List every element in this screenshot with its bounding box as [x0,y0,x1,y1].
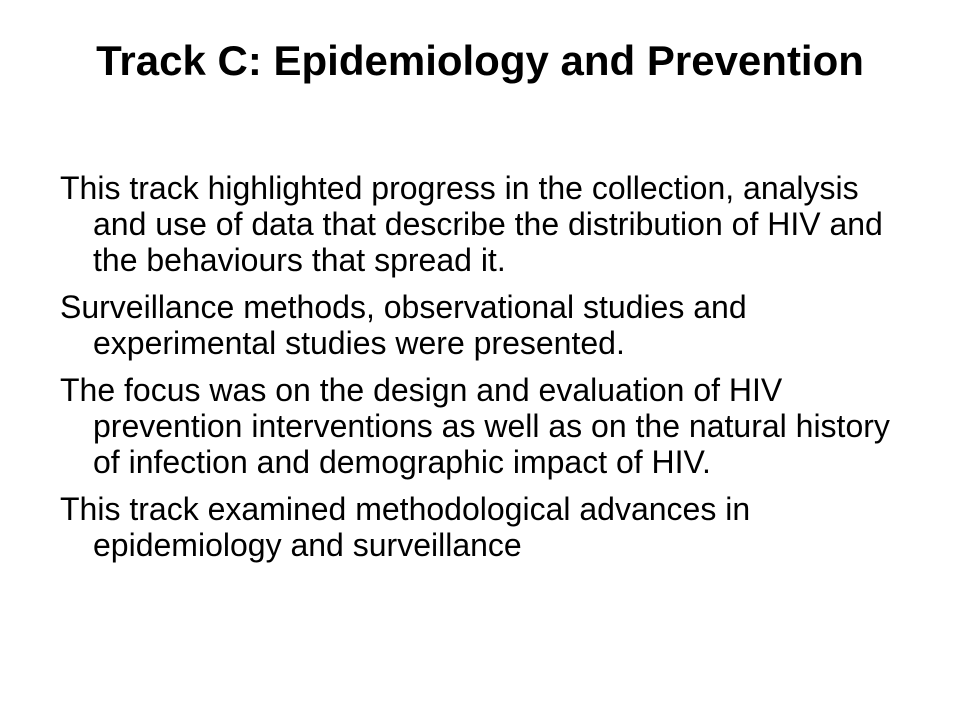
body-paragraph: The focus was on the design and evaluation of HIV prevention interventions as well as on the natural history of infection and demographic impact of HIV. [60,372,890,480]
body-paragraph: This track examined methodological advances in epidemiology and surveillance [60,491,751,563]
slide-body [60,170,910,574]
body-paragraph: This track highlighted progress in the collection, analysis and use of data that describe the distribution of HIV and the behaviours that spread it. [60,170,883,278]
slide-title: Track C: Epidemiology and Prevention [96,37,864,84]
body-paragraph: Surveillance methods, observational studies and experimental studies were presented. [60,289,747,361]
